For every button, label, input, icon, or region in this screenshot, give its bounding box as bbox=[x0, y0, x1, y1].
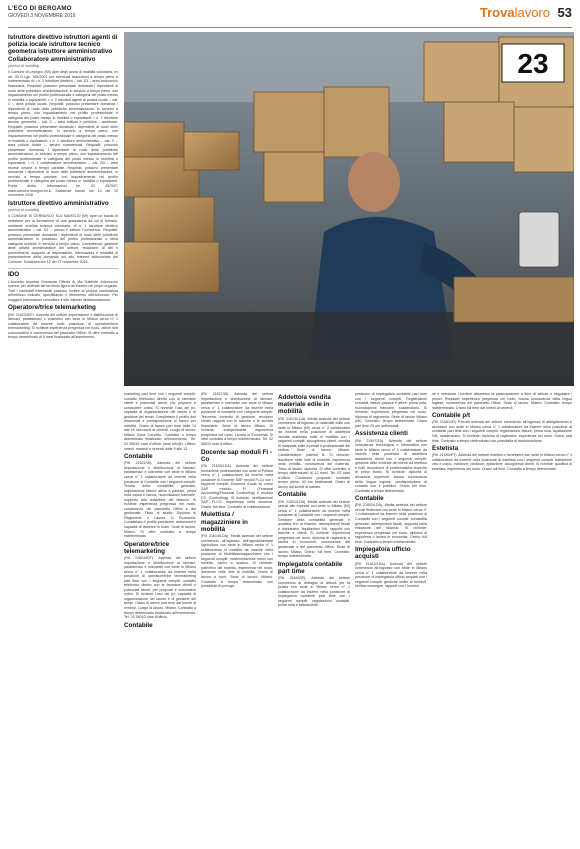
ad-body: (Rif. 21623/IDF). Azienda del settore importazione e distribuzione di farmaci, parafarmaci e cosmetici con sede in Milano cerca n° 1 collaboratore da inserire nella posizione di operatore/trice telemarketing. Si richiede esperienza pregressa nel ruolo, ottime doti comunicative e conoscenza del pacchetto Office. Si offre contratto a tempo determinato di 6 mesi finalizzato all'inserimento. bbox=[8, 312, 118, 340]
ad-body: L'Accordo Impresa Domanda Offerta di Via Gabriele d'Annunzio ricerca: per aziende del territorio figure da inserire nei propri organici. Tutti i candidati interessati possono inviare la propria candidatura all'indirizzo indicato, specificando il riferimento dell'annuncio. Per maggiori informazioni consultare il sito internet dell'associazione. bbox=[8, 279, 118, 302]
page-number: 53 bbox=[557, 5, 572, 20]
column-5 bbox=[355, 392, 427, 842]
column-2 bbox=[124, 392, 196, 842]
ad-body: (Rif. 21601/LDA). Media azienda del settore servizi alle imprese con sede in Milano (MI) cerca n° 1 collaboratore da inserire nella posizione di Contabile con i seguenti compiti: Gestione della contabilità generale e analitica fino al bilancio, adempimenti fiscali e dichiarativi, liquidazioni IVA, rapporti con banche e clienti. Si richiede: esperienza pregressa nel ruolo, diploma di ragioneria o laurea in economia, conoscenza del gestionale e del pacchetto Office. Sede di lavoro: Milano. Orario: full time. Contratto: tempo indeterminato. bbox=[278, 499, 350, 559]
masthead bbox=[8, 5, 572, 28]
column-3 bbox=[201, 392, 273, 842]
ad-body: (Rif. 21643/IP). Azienda del settore commercio al dettaglio di articoli per la pulizia con sede in Milano cerca n° 1 collaboratore da inserire nella posizione di impiegato/a contabile part time con i seguenti compiti: registrazioni contabili, prima nota e fatturazione. bbox=[278, 576, 350, 608]
ad-heading: Estetista bbox=[432, 445, 459, 453]
section-title-main: Trova bbox=[479, 5, 515, 20]
ad-body: ce e selezione i fornitori attraverso la partecipazione a fiere di settore e negoziare i prezzi. Requisiti: esperienza pregressa nel ruolo, buona conoscenza della lingua inglese, conoscenza del pacchetto Office. Sede di lavoro: Milano. Contratto: tempo indeterminato. Orario full time dal lunedì al venerdì. bbox=[432, 392, 572, 410]
ad-body: posizione di impiegato/a contabile part time con i seguenti compiti: Registrazioni contabili, fatture passive e attive, prima nota, riconciliazioni bancarie, scadenziario. Si richiede: esperienza pregressa nel ruolo, diploma di ragioneria. Sede di lavoro Milano (MI). Contratto: tempo determinato. Orario part time 20 ore settimanali. bbox=[355, 392, 427, 428]
newspaper-name: L'ECO DI BERGAMO bbox=[8, 5, 72, 12]
divider bbox=[8, 268, 118, 269]
column-4 bbox=[278, 392, 350, 842]
ad-heading: Contabile bbox=[124, 453, 153, 461]
open-box bbox=[454, 277, 574, 322]
ad-heading: Contabile bbox=[278, 491, 307, 499]
ad-body: (Rif. 21440/ET). Azienda del settore estetica e benessere con sede in Milano cerca n° 1 collaboratore da inserire nella posizione di estetista con i seguenti compiti: trattamenti viso e corpo, manicure, pedicure, epilazione, accoglienza clienti. Si richiede: qualifica di estetista, esperienza nel ruolo. Orario full time. Contratto a tempo determinato. bbox=[432, 453, 572, 471]
ad-heading: Operatore/trice telemarketing bbox=[124, 540, 170, 555]
warehouse-photo bbox=[124, 32, 574, 386]
section-title bbox=[480, 5, 550, 20]
ad-heading: Istruttore direttivo amministrativo bbox=[8, 199, 109, 207]
ad-heading: Assistenza clienti bbox=[355, 430, 408, 438]
ad-body: (Rif. 21621/ID). Azienda del settore importazione e distribuzione di farmaci, parafarmaci e cosmetici con sede in Milano cerca n° 1 collaboratore da inserire nella posizione di Contabile con i seguenti compiti: Tenuta della contabilità generale, registrazione fatture attive e passive, prima nota cassa e banca, riconciliazioni bancarie, supporto alla redazione del bilancio. Si richiede esperienza pregressa nel ruolo, conoscenza del pacchetto Office e del gestionale. Titolo di studio: Diploma di Ragioneria o Laurea in Economia. Completano il profilo precisione, autonomia e capacità di lavorare in team. Sede di lavoro: Milano. Si offre contratto a tempo indeterminato. bbox=[124, 461, 196, 539]
warehouse-photo-svg bbox=[124, 32, 574, 386]
ad-heading: Addetto/a vendita materiale edile in mobilità bbox=[278, 394, 331, 416]
bin-number-text: 23 bbox=[517, 48, 549, 79]
ad-body: Il COMUNE DI CERNUSCO SUL NAVIGLIO (MI) apre un bando di selezione per la formazione di una graduatoria da cui si tornano, mediante mobilità esterna volontaria, di n. 1 istruttore direttivo amministrativo – cat. D1 – presso il settore Commercio. Requisiti: possono presentare domanda i dipendenti di ruolo delle pubbliche amministrazioni in possesso del profilo professionale e della categoria richiesti, in servizio a tempo pieno. Competenze: gestione delle attività amministrative del settore, redazione di atti e procedimenti, supporto al responsabile. Informazioni e modalità di presentazione della domanda sul sito internet istituzionale del Comune. Scadenza ore 12 del 17 novembre 2016. bbox=[8, 214, 118, 264]
ad-body: (Rif. 21624/IDF). Azienda del settore importazione e distribuzione di farmaci, parafarmaci e cosmetici con sede in Milano cerca n° 1 collaboratore da inserire nella posizione di operatore/trice telemarketing part time con i seguenti compiti: contatto telefonico diretto con le farmacie clienti e potenziali clienti, per proporre e concludere ordini. Si richiede l'uso del pc, capacità di organizzazione del lavoro e di gestione dei tempi. Orario di lavoro part time dal lunedì al venerdì. Luogo di lavoro: Milano. Contratto a tempo determinato finalizzato all'inserimento. Tel. 02 58010 orari d'ufficio. bbox=[124, 556, 196, 620]
column-6 bbox=[432, 392, 572, 842]
ad-heading: Impiegato/a contabile part time bbox=[278, 560, 343, 575]
ad-body: (Rif. 21597/ZA). Azienda del settore consulenza tecnologica e informatica con sede in Milano cerca n° 1 collaboratore da inserire nella posizione di addetto/a assistenza clienti con i seguenti compiti: gestione delle richieste dei clienti via telefono e mail, risoluzione di problematiche tecniche di primo livello. Si richiede: diploma di istruzione superiore, buona conoscenza della lingua inglese, predisposizione al contatto con il pubblico. Orario full time. Contratto a tempo determinato. bbox=[355, 438, 427, 493]
ad-body: marketing part time con i seguenti compiti: contatto telefonico diretto con le farmacie clienti e potenziali clienti, per proporre e concludere ordini. Si richiede l'uso del pc, capacità di organizzazione del lavoro e di gestione dei tempi. Completano il profilo doti relazionali e predisposizione al lavoro per obiettivi. Orario di lavoro part time dalle 14 alle 18 dal lunedì al venerdì. Luogo di lavoro: Milano Zona Corvetto. Contratto a tempo determinato finalizzato all'inserimento. Tel. 02 58010 orari d'ufficio (mail info@). Ufficio: lunedì, martedì e venerdì dalle 9 alle 13. bbox=[124, 392, 196, 451]
ad-body: (Rif. 21630/LDA). Azienda del settore formazione professionale con sede in Pellaro cerca n° 1 collaboratore da inserire nella posizione di Docente SAP moduli Fi-Co con i seguenti compiti: Docenza d'aula su corso SAP modulo FI (Financial Accounting/Financial Controlling) e modulo CO (Controlling). Si richiede: certificazione SAP FI-CO, esperienza nella docenza. Orario: full time. Contratto di collaborazione. bbox=[201, 463, 273, 509]
issue-date: GIOVEDÌ 3 NOVEMBRE 2016 bbox=[8, 13, 76, 19]
ad-body: (Rif. 21627/ID). Azienda del settore importazione e distribuzione di farmaci, parafarmaci e cosmetici con sede in Milano cerca n° 1 collaboratore da inserire nella posizione di contabile con i seguenti compiti: Tesoreria, controllo di gestione, recupero crediti rapporti con le banche e le società finanziarie. Sede di lavoro Milano. Si richiede: indispensabile esperienza pregressa nel ruolo. Laurea in Economia. Si offre contratto a tempo indeterminato. Tel. 02 58010 orari d'ufficio. bbox=[201, 392, 273, 447]
ad-heading: Contabile p/t bbox=[432, 412, 471, 420]
ad-body: (Rif. 21612/LDA). Azienda del settore commercio all'ingrosso con sede in Milano cerca n° 1 collaboratore da inserire nella posizione di impiegato/a ufficio acquisti con i seguenti compiti: gestione ordini ai fornitori, verifica consegne, rapporti con i fornitori. bbox=[355, 561, 427, 589]
ad-heading: Mulettista / magazziniere in mobilità bbox=[201, 511, 248, 533]
ad-heading: Contabile bbox=[124, 621, 153, 629]
ad-heading: Istruttore direttivo istruttori agenti di polizia locale istruttore tecnico geometra istruttore amministrativo Collaboratore amministrativo bbox=[8, 34, 118, 63]
barcode-scanner bbox=[519, 212, 559, 267]
ad-heading: Docente sap moduli Fi - Co bbox=[201, 448, 273, 463]
ad-heading: IDO bbox=[8, 271, 20, 279]
ad-subheading: (avviso di mobilità) bbox=[8, 207, 40, 212]
ad-body: (Rif. 21614/LDA). Media azienda del settore commercio all'ingrosso dell'agroalimentare Agricoltura con sede in Milano cerca n° 1 collaboratore in mobilità da inserire nella posizione di Mulettista/magazziniere con i seguenti compiti: movimentazione merci con muletto, carico e scarico. Si richiede: patentino del muletto, esperienza nel ruolo, iscrizione nelle liste di mobilità. Orario di lavoro a turni. Sede di lavoro: Milano. Contratto a tempo determinato con possibilità di proroga. bbox=[201, 534, 273, 589]
ad-subheading: (avviso di mobilità) bbox=[8, 63, 40, 68]
worker-head bbox=[348, 152, 400, 212]
column-1 bbox=[8, 32, 118, 842]
ad-body: Il Comune di Lesegno (MI) apre degli avvisi di mobilità volontaria, ex art. 30 D.Lgs. 165/2001 per eventuali assunzioni a tempo pieno e indeterminato di: • n. 1 istruttore direttivo – cat. D3 – area economico finanziaria. Requisiti: possono presentare domanda i dipendenti di ruolo delle pubbliche amministrazioni, in servizio a tempo pieno, con inquadramento nel profilo professionale e categoria del posto messo in mobilità o equivalenti; • n. 2 istruttori agenti di polizia locale – cat. C – area polizia locale. Requisiti: possono presentare domanda i dipendenti di ruolo delle pubbliche amministrazioni, in servizio a tempo pieno, con inquadramento nel profilo professionale e categoria del posto messo in mobilità o equivalenti; • n. 1 istruttore tecnico geometra – cat. C – area edilizia e pubblica – ambiente. Requisiti: possono presentare domanda i dipendenti di ruolo delle pubbliche amministrazioni, in servizio a tempo pieno, con inquadramento nel profilo professionale e categoria del posto messo in mobilità o equivalenti; • n. 1 istruttore amministrativo – cat. C – area polizia locale – servizi commerciali. Requisiti: possono presentare domanda i dipendenti di ruolo delle pubbliche amministrazioni, in servizio a tempo pieno, con inquadramento nel profilo professionale e categoria del posto messo in mobilità o equivalenti; • n. 1 collaboratore amministrativo – cat. B3 – area risorse umane a tempo parziale. Requisiti: possono presentare domanda i dipendenti di ruolo delle pubbliche amministrazioni, in servizio a tempo parziale, con inquadramento nel profilo professionale e categoria del posto messo in mobilità o equivalenti. Ponte diritto. Informazioni tel. 02 457007; www.comune.lesegno.mi.it. Scadenza bando ore 12 del 10 novembre 2016. bbox=[8, 70, 118, 198]
ad-body: (Rif. 21602/LDA). Media azienda del settore servizi finanziari con sede in Milano cerca n° 1 collaboratore da inserire nella posizione di Contabile con i seguenti compiti: contabilità generale, adempimenti fiscali, supporto nella redazione del bilancio. Si richiede: esperienza pregressa nel ruolo, diploma di ragioneria o laurea in economia. Orario: full time. Contratto a tempo indeterminato. bbox=[355, 503, 427, 544]
ad-body: (Rif. 21451/ID). Piccola azienda del settore commercio all'ingrosso di abbigliamento e accessori con sede in Milano cerca n° 1 collaboratore da inserire nella posizione di contabile part time con i seguenti compiti: registrazione fatture, prima nota, liquidazione IVA, scadenziario. Si richiede: diploma di ragioneria, esperienza nel ruolo. Orario part time. Contratto a tempo determinato con possibilità di trasformazione. bbox=[432, 420, 572, 443]
section-title-light: lavoro bbox=[514, 5, 550, 20]
ad-heading: Impiegato/a ufficio acquisti bbox=[355, 546, 411, 561]
ad-heading: Operatore/trice telemarketing bbox=[8, 304, 96, 312]
ad-body: (Rif. 21613/LDA). Media azienda del settore commercio all'ingrosso di materiale edile con sede in Milano (MI) cerca n° 2 collaboratori da inserire nella posizione di addetto/a vendita materiale edile in mobilità con i seguenti compiti: accoglienza clienti, vendita di materiale edile a privati e professionisti del settore. Sede di lavoro: Milano. Caratteristiche: patente B. Si richiede: iscrizione nelle liste di mobilità, esperienza nella vendita, conoscenza dei materiali. Titolo di studio: diploma. Si offre contratto a tempo determinato di 12 mesi. Tel. 02 orari d'ufficio. Condizioni proposte: contratto tempo pieno, 40 ore settimanali. Orario di lavoro dal lunedì al sabato. bbox=[278, 416, 350, 489]
ad-heading: Contabile bbox=[355, 495, 384, 503]
conveyor-belt bbox=[124, 312, 574, 386]
